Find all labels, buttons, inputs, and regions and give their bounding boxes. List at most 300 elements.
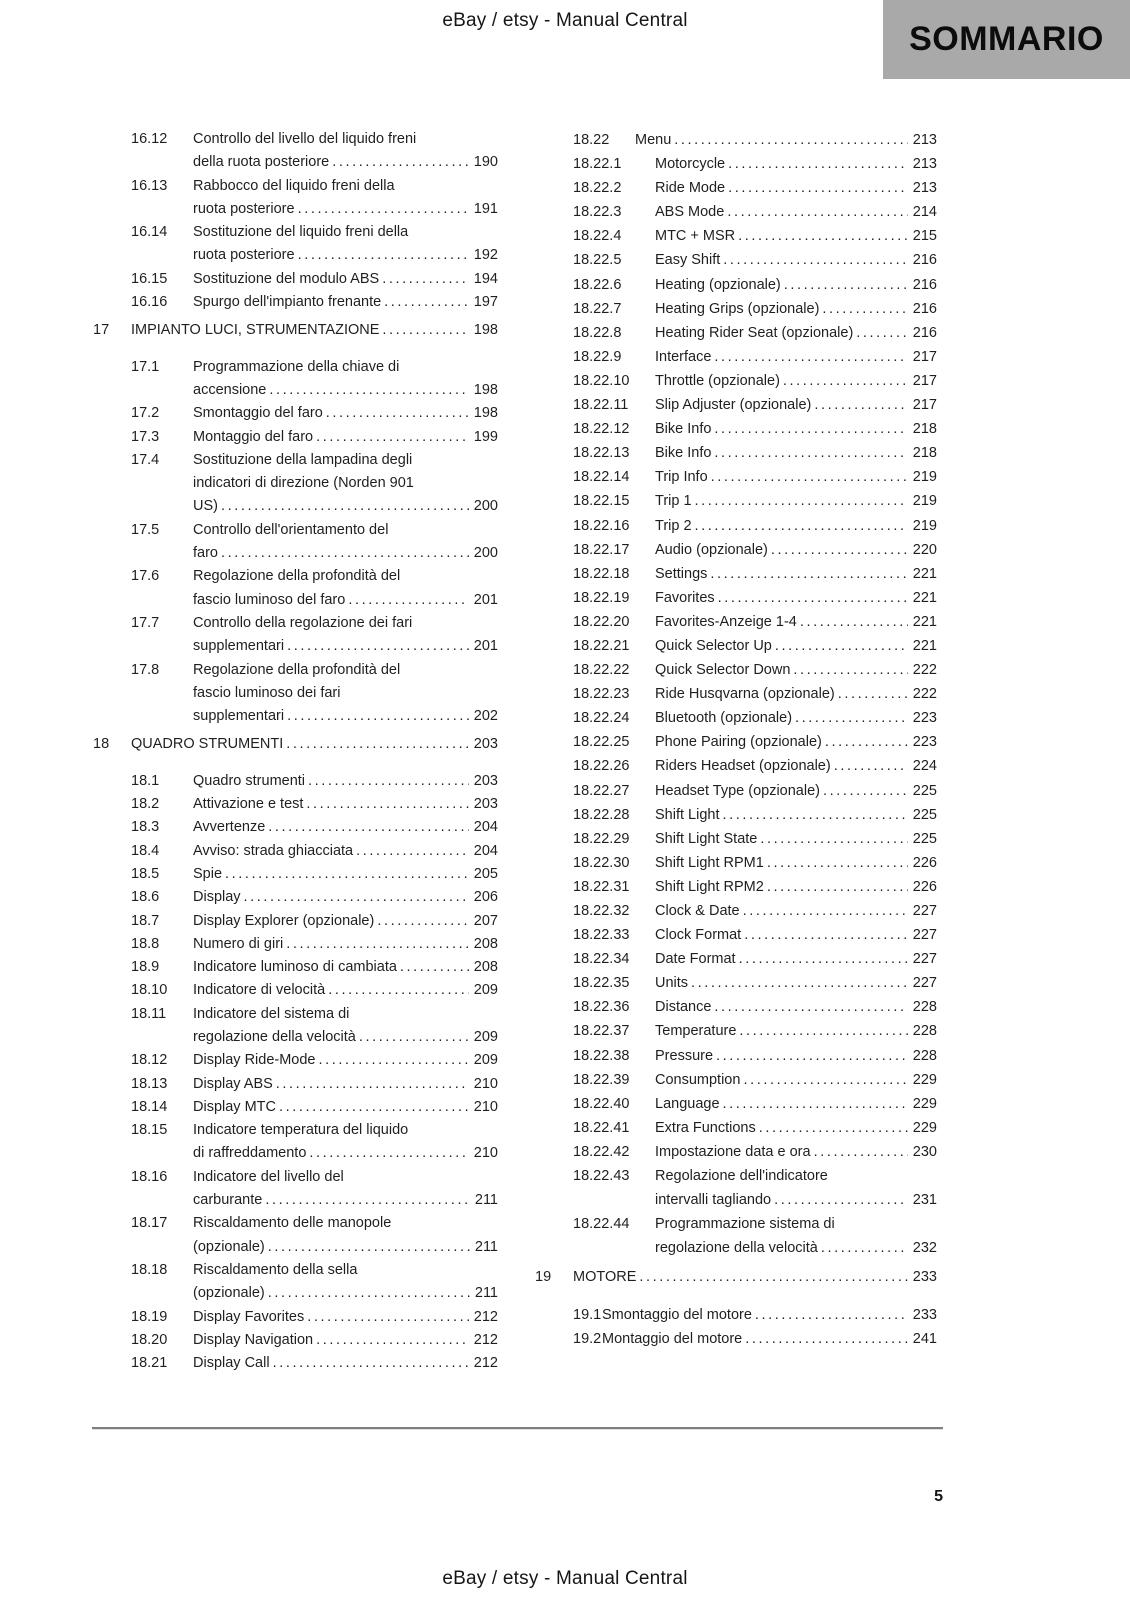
toc-entry-title <box>655 1164 937 1212</box>
toc-entry-title <box>193 519 498 566</box>
toc-entry-title <box>193 175 498 222</box>
dot-leader <box>739 1019 907 1043</box>
toc-entry-number: 18.22.26 <box>573 758 630 775</box>
toc-entry <box>535 1092 937 1116</box>
dot-leader <box>268 1236 470 1259</box>
toc-entry-title <box>655 658 937 682</box>
toc-entry-line-text: (opzionale) <box>193 1238 265 1255</box>
toc-entry-page: 204 <box>473 842 498 859</box>
toc-entry-page: 222 <box>912 686 937 703</box>
toc-entry-number: 18.3 <box>131 819 160 836</box>
toc-entry-title <box>193 793 498 816</box>
toc-entry-last-line <box>193 291 498 314</box>
toc-entry-page: 205 <box>473 865 498 882</box>
dot-leader <box>714 995 907 1019</box>
dot-leader <box>348 589 468 612</box>
toc-entry-title <box>602 1303 937 1327</box>
toc-entry-number: 18.22.15 <box>573 493 630 510</box>
toc-entry-number: 18.21 <box>131 1355 168 1372</box>
toc-entry-number: 18.22.32 <box>573 903 630 919</box>
toc-entry-line-text: Quick Selector Down <box>655 662 791 679</box>
toc-entry-page: 213 <box>912 180 937 197</box>
toc-entry-page: 198 <box>473 381 498 398</box>
toc-entry-page: 216 <box>912 300 937 317</box>
toc-entry <box>535 875 937 899</box>
toc-entry-page: 192 <box>473 247 498 264</box>
toc-entry-number: 18.22.36 <box>573 999 630 1016</box>
dot-leader <box>745 1327 908 1351</box>
toc-entry-line-text: Display Navigation <box>193 1331 314 1348</box>
toc-entry-last-line <box>655 971 937 995</box>
toc-entry-last-line <box>193 1049 498 1072</box>
toc-entry-line-text: Controllo dell'orientamento del <box>193 521 389 538</box>
dot-leader <box>332 151 469 174</box>
toc-entry-title <box>193 770 498 793</box>
toc-entry-title <box>655 441 937 465</box>
dot-leader <box>400 956 469 979</box>
toc-entry-last-line <box>655 345 937 369</box>
toc-entry-line-text: Regolazione dell'indicatore <box>655 1168 828 1185</box>
toc-entry-number: 18.22.27 <box>573 782 630 799</box>
toc-entry-title <box>193 1259 498 1306</box>
toc-entry-last-line <box>193 910 498 933</box>
toc-entry-last-line <box>193 151 498 174</box>
dot-leader <box>814 1140 908 1164</box>
toc-entry <box>535 489 937 513</box>
toc-entry-title <box>193 910 498 933</box>
dot-leader <box>800 610 908 634</box>
toc-entry-page: 198 <box>473 405 498 422</box>
toc-entry-last-line <box>655 1188 937 1212</box>
toc-entry-title <box>655 803 937 827</box>
toc-entry-title <box>602 1327 937 1351</box>
toc-entry-title <box>193 612 498 659</box>
toc-entry-number: 18.22.28 <box>573 806 630 823</box>
toc-entry-title <box>193 979 498 1002</box>
toc-entry <box>535 634 937 658</box>
toc-entry-page: 229 <box>912 1095 937 1112</box>
toc-entry-last-line <box>655 489 937 513</box>
toc-entry <box>535 1068 937 1092</box>
toc-entry <box>93 979 498 1002</box>
toc-entry <box>535 730 937 754</box>
toc-entry-page: 203 <box>473 796 498 813</box>
dot-leader <box>744 923 908 947</box>
header-title: eBay / etsy - Manual Central <box>442 10 688 31</box>
toc-entry-last-line <box>193 1026 498 1049</box>
toc-entry <box>93 933 498 956</box>
toc-entry <box>93 770 498 793</box>
dot-leader <box>298 244 469 267</box>
toc-entry-title <box>193 956 498 979</box>
toc-entry <box>93 519 498 566</box>
toc-entry-line-text: Throttle (opzionale) <box>655 372 780 389</box>
toc-entry-line-text: Sostituzione del modulo ABS <box>193 270 380 287</box>
toc-entry-line-text: regolazione della velocità <box>655 1240 818 1257</box>
toc-entry-number: 18.22.31 <box>573 878 630 895</box>
toc-entry <box>93 565 498 612</box>
toc-entry-line-text: Favorites-Anzeige 1-4 <box>655 613 797 630</box>
toc-entry-last-line <box>655 297 937 321</box>
toc-entry <box>535 706 937 730</box>
dot-leader <box>309 1142 468 1165</box>
toc-entry-line-text: Audio (opzionale) <box>655 541 768 558</box>
toc-entry <box>93 612 498 659</box>
toc-entry-line-text: Numero di giri <box>193 935 284 952</box>
toc-entry-line-text: Rabbocco del liquido freni della <box>193 177 395 194</box>
dot-leader <box>743 1068 907 1092</box>
toc-entry-title <box>193 1329 498 1352</box>
toc-entry-page: 211 <box>474 1285 498 1302</box>
toc-entry-last-line <box>193 1236 498 1259</box>
toc-entry-page: 201 <box>473 638 498 655</box>
toc-entry-title <box>655 417 937 441</box>
dot-leader <box>795 706 908 730</box>
toc-entry-number: 18.9 <box>131 959 160 976</box>
toc-entry-number: 18.22.2 <box>573 180 622 197</box>
dot-leader <box>714 417 907 441</box>
toc-entry <box>93 863 498 886</box>
toc-entry <box>535 754 937 778</box>
toc-entry-number: 18.22.3 <box>573 204 622 221</box>
toc-entry-number: 18.22.39 <box>573 1071 630 1088</box>
toc-entry-last-line <box>193 495 498 518</box>
dot-leader <box>298 198 469 221</box>
toc-entry-title <box>655 827 937 851</box>
toc-entry-title <box>193 1119 498 1166</box>
toc-entry-last-line <box>655 393 937 417</box>
toc-entry-number: 18.22.24 <box>573 710 630 727</box>
toc-entry-title <box>193 128 498 175</box>
toc-entry <box>93 1166 498 1213</box>
toc-entry-number: 18.22.11 <box>573 397 629 414</box>
toc-entry-line-text: Shift Light RPM2 <box>655 878 764 895</box>
toc-entry-number: 18.22.20 <box>573 613 630 630</box>
toc-entry-line-text: Riders Headset (opzionale) <box>655 758 831 775</box>
toc-entry-last-line <box>635 128 937 152</box>
toc-entry-page: 227 <box>912 951 937 968</box>
toc-entry-last-line <box>131 733 498 756</box>
toc-entry-number: 19.1 <box>573 1306 602 1323</box>
toc-entry-line-text: Attivazione e test <box>193 796 304 813</box>
toc-entry-title <box>131 319 498 342</box>
toc-entry-number: 17.3 <box>131 428 160 445</box>
toc-entry-line-text: Trip Info <box>655 469 708 486</box>
toc-entry-last-line <box>193 426 498 449</box>
dot-leader <box>691 971 908 995</box>
toc-entry-line-text: intervalli tagliando <box>655 1192 772 1209</box>
toc-entry-page: 230 <box>912 1143 937 1160</box>
toc-entry <box>535 658 937 682</box>
toc-entry-line-text: Avvertenze <box>193 819 266 836</box>
toc-entry-last-line <box>655 1092 937 1116</box>
toc-entry <box>535 152 937 176</box>
toc-entry-number: 18.17 <box>131 1215 168 1232</box>
toc-entry-line-text: Settings <box>655 565 708 582</box>
toc-entry-page: 206 <box>473 889 498 906</box>
toc-entry-last-line <box>655 200 937 224</box>
toc-entry-line-text: Riscaldamento della sella <box>193 1261 358 1278</box>
toc-entry-number: 17.8 <box>131 661 160 678</box>
toc-entry-line-text: Indicatore del livello del <box>193 1168 344 1185</box>
toc-entry-last-line <box>655 369 937 393</box>
toc-entry-last-line <box>655 441 937 465</box>
toc-entry <box>93 1329 498 1352</box>
toc-entry-line-text: MTC + MSR <box>655 228 736 245</box>
toc-entry-title <box>655 489 937 513</box>
toc-entry-number: 18.22.29 <box>573 830 630 847</box>
toc-entry-number: 16.15 <box>131 270 168 287</box>
toc-entry-line-text: Ride Mode <box>655 180 726 197</box>
toc-entry-number: 18.22.13 <box>573 445 630 462</box>
toc-entry-line-text: Menu <box>635 132 672 148</box>
toc-entry-page: 204 <box>473 819 498 836</box>
toc-entry-last-line <box>193 793 498 816</box>
toc-entry-number: 18.22.23 <box>573 686 630 703</box>
dot-leader <box>359 1026 469 1049</box>
toc-entry-line-text: Quadro strumenti <box>193 772 306 789</box>
dot-leader <box>328 979 469 1002</box>
toc-entry-line-text: Display Favorites <box>193 1308 305 1325</box>
toc-entry-last-line <box>655 610 937 634</box>
toc-entry-page: 201 <box>473 591 498 608</box>
toc-entry-number: 16.12 <box>131 131 168 147</box>
toc-entry-page: 221 <box>912 589 937 606</box>
toc-entry-line-text: Headset Type (opzionale) <box>655 782 820 799</box>
toc-entry-last-line <box>193 635 498 658</box>
toc-entry-number: 18.22.7 <box>573 300 622 317</box>
toc-entry-number: 18.22.14 <box>573 469 630 486</box>
toc-entry-title <box>655 176 937 200</box>
toc-entry-last-line <box>573 1265 937 1289</box>
toc-entry-title <box>573 1265 937 1289</box>
toc-entry-number: 16.14 <box>131 224 168 241</box>
toc-entry-title <box>655 562 937 586</box>
toc-entry-line-text: Display Ride-Mode <box>193 1052 316 1069</box>
toc-entry-last-line <box>193 1073 498 1096</box>
toc-entry-number: 18.22.12 <box>573 421 630 438</box>
toc-entry-title <box>655 297 937 321</box>
toc-entry-title <box>655 754 937 778</box>
toc-entry <box>535 248 937 272</box>
toc-entry-page: 213 <box>912 132 937 148</box>
toc-entry-page: 216 <box>912 324 937 341</box>
toc-entry-last-line <box>655 658 937 682</box>
dot-leader <box>714 441 907 465</box>
toc-entry-line-text: Slip Adjuster (opzionale) <box>655 397 812 414</box>
toc-entry-line-text: faro <box>193 545 218 562</box>
toc-entry-page: 228 <box>912 1023 937 1040</box>
toc-entry-title <box>655 369 937 393</box>
toc-entry-title <box>655 321 937 345</box>
toc-entry-title <box>193 1352 498 1375</box>
toc-entry-title <box>655 1116 937 1140</box>
toc-entry-number: 18.22.5 <box>573 252 622 269</box>
toc-entry <box>93 1212 498 1259</box>
toc-entry-line-text: Trip 2 <box>655 517 692 534</box>
dot-leader <box>308 770 469 793</box>
toc-entry-number: 17.6 <box>131 568 160 585</box>
toc-entry-line-text: Sostituzione del liquido freni della <box>193 224 409 241</box>
toc-entry <box>535 465 937 489</box>
toc-chapter-entry <box>93 319 498 342</box>
dot-leader <box>739 947 908 971</box>
toc-entry-title <box>655 345 937 369</box>
toc-chapter-entry <box>535 1265 937 1289</box>
toc-entry-last-line <box>602 1303 937 1327</box>
toc-entry-last-line <box>655 417 937 441</box>
toc-column-left <box>93 128 498 1375</box>
toc-entry-last-line <box>655 562 937 586</box>
toc-entry <box>535 417 937 441</box>
toc-entry-number: 18.22.17 <box>573 541 630 558</box>
toc-entry-title <box>655 393 937 417</box>
toc-entry-line-text: Indicatore di velocità <box>193 982 326 999</box>
toc-entry-number: 18.22 <box>573 132 610 148</box>
dot-leader <box>767 875 908 899</box>
dot-leader <box>221 542 469 565</box>
toc-entry-number: 18.22.40 <box>573 1095 630 1112</box>
toc-entry-page: 200 <box>473 498 498 515</box>
toc-entry-page: 225 <box>912 782 937 799</box>
toc-entry-line-text: Impostazione data e ora <box>655 1143 811 1160</box>
toc-entry-title <box>131 733 498 756</box>
toc-entry-line-text: Phone Pairing (opzionale) <box>655 734 822 751</box>
toc-entry <box>535 1303 937 1327</box>
toc-entry <box>535 851 937 875</box>
toc-entry-last-line <box>193 1329 498 1352</box>
toc-entry-page: 229 <box>912 1071 937 1088</box>
toc-entry-line-text: Quick Selector Up <box>655 637 772 654</box>
toc-entry-number: 17.7 <box>131 614 160 631</box>
toc-entry <box>535 321 937 345</box>
toc-entry-number: 19.2 <box>573 1330 602 1347</box>
toc-entry-line-text: Regolazione della profondità del <box>193 568 401 585</box>
toc-entry <box>93 659 498 729</box>
toc-entry-number: 18.22.8 <box>573 324 622 341</box>
toc-entry <box>535 224 937 248</box>
toc-entry-number: 17.5 <box>131 521 160 538</box>
dot-leader <box>286 933 469 956</box>
toc-entry-line-text: Clock Format <box>655 927 742 944</box>
dot-leader <box>279 1096 469 1119</box>
toc-entry-number: 18 <box>93 736 110 753</box>
toc-entry-title <box>193 565 498 612</box>
toc-entry-title <box>193 1003 498 1050</box>
toc-entry-line-text: Controllo del livello del liquido freni <box>193 131 417 147</box>
toc-entry <box>535 297 937 321</box>
toc-entry-line-text: fascio luminoso del faro <box>193 591 346 608</box>
toc-entry-title <box>193 291 498 314</box>
toc-entry-number: 18.22.42 <box>573 1143 630 1160</box>
toc-entry-last-line <box>655 995 937 1019</box>
toc-entry-page: 210 <box>473 1075 498 1092</box>
toc-entry <box>535 538 937 562</box>
toc-entry-last-line <box>193 840 498 863</box>
dot-leader <box>783 369 908 393</box>
toc-entry-last-line <box>655 923 937 947</box>
toc-entry-page: 209 <box>473 982 498 999</box>
toc-entry-page: 225 <box>912 830 937 847</box>
toc-entry-last-line <box>193 542 498 565</box>
toc-entry-line-text: Display MTC <box>193 1098 276 1115</box>
toc-entry <box>535 827 937 851</box>
toc-entry-title <box>655 248 937 272</box>
toc-entry-page: 211 <box>474 1192 498 1209</box>
toc-entry-page: 220 <box>912 541 937 558</box>
dot-leader <box>834 754 908 778</box>
toc-entry-page: 200 <box>473 545 498 562</box>
dot-leader <box>316 1329 469 1352</box>
toc-entry-title <box>193 402 498 425</box>
toc-entry-last-line <box>655 706 937 730</box>
toc-entry-number: 18.22.37 <box>573 1023 630 1040</box>
toc-entry-last-line <box>193 244 498 267</box>
toc-entry-page: 210 <box>473 1145 498 1162</box>
toc-entry-line-text: Programmazione sistema di <box>655 1216 835 1233</box>
dot-leader <box>316 426 469 449</box>
toc-entry-line-text: Favorites <box>655 589 715 606</box>
toc-entry-number: 18.7 <box>131 912 160 929</box>
toc-entry-page: 228 <box>912 1047 937 1064</box>
toc-entry-last-line <box>655 586 937 610</box>
dot-leader <box>823 779 908 803</box>
dot-leader <box>221 495 469 518</box>
dot-leader <box>265 1189 470 1212</box>
toc-entry-number: 18.22.25 <box>573 734 630 751</box>
toc-entry-number: 18.22.6 <box>573 276 622 293</box>
dot-leader <box>695 514 908 538</box>
dot-leader <box>822 297 907 321</box>
toc-entry <box>535 1019 937 1043</box>
toc-entry-last-line <box>655 1236 937 1260</box>
toc-entry-title <box>655 1212 937 1260</box>
toc-entry-last-line <box>193 1189 498 1212</box>
toc-entry-last-line <box>193 589 498 612</box>
toc-entry-title <box>655 538 937 562</box>
toc-entry-number: 18.22.33 <box>573 927 630 944</box>
dot-leader <box>743 899 908 923</box>
toc-entry <box>93 910 498 933</box>
toc-entry-page: 233 <box>912 1269 937 1286</box>
toc-entry-line-text: carburante <box>193 1192 263 1209</box>
toc-entry <box>93 291 498 314</box>
toc-entry <box>93 402 498 425</box>
toc-entry-line-text: (opzionale) <box>193 1285 265 1302</box>
toc-entry-page: 224 <box>912 758 937 775</box>
toc-entry-page: 217 <box>912 397 937 414</box>
dot-leader <box>774 1188 908 1212</box>
toc-entry <box>535 176 937 200</box>
toc-entry-line-text: Controllo della regolazione dei fari <box>193 614 413 631</box>
toc-entry-line-text: supplementari <box>193 708 285 725</box>
toc-entry-line-text: QUADRO STRUMENTI <box>131 736 284 753</box>
toc-entry <box>93 1003 498 1050</box>
toc-entry-last-line <box>655 634 937 658</box>
dot-leader <box>319 1049 469 1072</box>
toc-entry-number: 18.22.44 <box>573 1216 630 1233</box>
dot-leader <box>716 1044 908 1068</box>
dot-leader <box>723 248 908 272</box>
toc-entry-line-text: Clock & Date <box>655 903 740 919</box>
sommario-badge: SOMMARIO <box>883 0 1130 79</box>
toc-entry-page: 223 <box>912 710 937 727</box>
toc-entry-number: 18.19 <box>131 1308 168 1325</box>
toc-entry-line-text: indicatori di direzione (Norden 901 <box>193 475 414 492</box>
toc-entry-last-line <box>655 730 937 754</box>
toc-entry <box>93 816 498 839</box>
dot-leader <box>382 319 468 342</box>
